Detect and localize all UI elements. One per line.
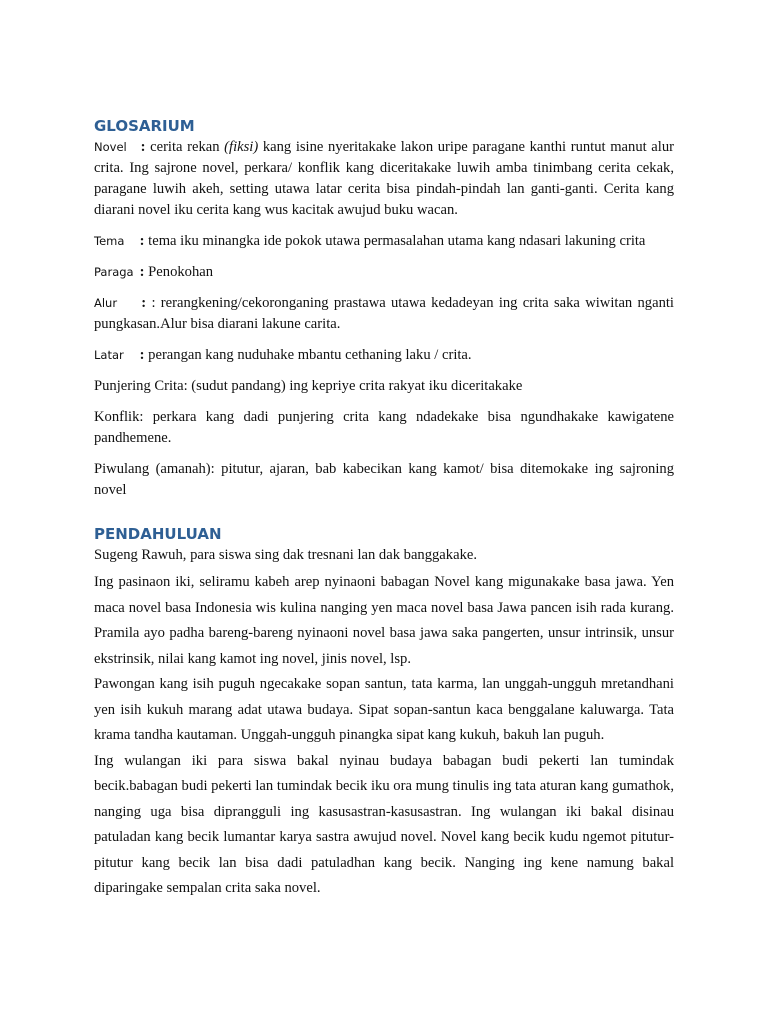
definition-alur: : rerangkening/cekoronganing prastawa utawa kedadeyan ing crita saka wiwitan nganti pungkasan.Alur bisa diarani lakune carita. bbox=[94, 295, 674, 332]
glosarium-heading: GLOSARIUM bbox=[94, 117, 195, 135]
glossary-punjering-crita: Punjering Crita: (sudut pandang) ing kepriye crita rakyat iku diceritakake bbox=[94, 378, 523, 394]
definition-novel: kang isine nyeritakake lakon uripe paragane kanthi runtut manut alur crita. Ing sajrone novel, perkara/ konflik kang diceritakake luwih amba tinimbang cerita cekak, paragane luwih akeh, setting utawa latar cerita bisa pindah-pindah lan ganti-ganti. Cerita kang diarani novel iku cerita kang wus kacitak awujud buku wacan. bbox=[94, 139, 674, 218]
term-tema: Tema bbox=[94, 234, 125, 248]
definition-tema: tema iku minangka ide pokok utawa permasalahan utama kang ndasari lakuning crita bbox=[148, 233, 646, 249]
term-novel: Novel bbox=[94, 140, 127, 154]
definition-novel-italic: (fiksi) bbox=[224, 139, 259, 155]
pendahuluan-heading: PENDAHULUAN bbox=[94, 525, 222, 543]
term-latar: Latar bbox=[94, 348, 124, 362]
term-separator: : bbox=[136, 139, 151, 155]
glossary-konflik: Konflik: perkara kang dadi punjering crita kang ndadekake bisa ngundhakake kawigatene pandhemene. bbox=[94, 409, 674, 446]
definition-novel-lead: cerita rekan bbox=[150, 139, 225, 155]
intro-paragraph-pawongan: Pawongan kang isih puguh ngecakake sopan santun, tata karma, lan unggah-ungguh mretandhani yen isih kukuh marang adat utawa budaya. Sipat sopan-santun kaca benggalane kaluwarga. Tata krama tandha kautaman. Unggah-ungguh pinangka sipat kang kukuh, bakuh lan puguh. bbox=[94, 676, 674, 743]
glossary-piwulang: Piwulang (amanah): pitutur, ajaran, bab kabecikan kang kamot/ bisa ditemokake ing sajroning novel bbox=[94, 461, 674, 498]
glossary-entry-latar bbox=[94, 345, 674, 366]
glossary-entry-alur bbox=[94, 293, 674, 335]
glossary-entry-paraga bbox=[94, 262, 674, 283]
glossary-entry-tema bbox=[94, 231, 674, 252]
glossary-entry-novel bbox=[94, 137, 674, 221]
intro-paragraph-greeting: Sugeng Rawuh, para siswa sing dak tresnani lan dak banggakake. bbox=[94, 547, 477, 563]
term-separator: : bbox=[136, 233, 149, 249]
term-alur: Alur bbox=[94, 296, 118, 310]
term-separator: : bbox=[136, 347, 149, 363]
intro-paragraph-pasinaon: Ing pasinaon iki, seliramu kabeh arep nyinaoni babagan Novel kang migunakake basa jawa. Yen maca novel basa Indonesia wis kulina nanging yen maca novel basa Jawa pancen isih rada kurang. Pramila ayo padha bareng-bareng nyinaoni novel basa jawa saka pangerten, unsur intrinsik, unsur ekstrinsik, nilai kang kamot ing novel, jinis novel, lsp. bbox=[94, 574, 674, 667]
intro-paragraph-wulangan: Ing wulangan iki para siswa bakal nyinau budaya babagan budi pekerti lan tumindak becik.babagan budi pekerti lan tumindak becik iku ora mung tinulis ing tata aturan kang gumathok, nanging uga bisa diprangguli ing kasusastran-kasusastran. Ing wulangan iki bakal disinau patuladan kang becik lumantar karya sastra awujud novel. Novel kang becik kudu ngemot pitutur-pitutur kang becik lan bisa dadi patuladhan kang becik. Nanging ing kene namung bakal diparingake sempalan crita saka novel. bbox=[94, 752, 674, 896]
definition-latar: perangan kang nuduhake mbantu cethaning laku / crita. bbox=[148, 347, 472, 363]
term-paraga: Paraga bbox=[94, 265, 134, 279]
term-separator: : bbox=[136, 295, 152, 311]
term-separator: : bbox=[136, 264, 149, 280]
definition-paraga: Penokohan bbox=[148, 264, 214, 280]
